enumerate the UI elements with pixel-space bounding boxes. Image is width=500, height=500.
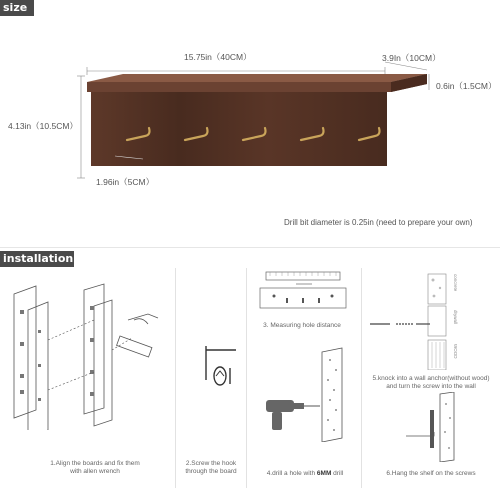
top-thickness-dimension-label: 0.6in（1.5CM） — [436, 81, 497, 91]
installation-section-label: installation — [0, 251, 74, 267]
step6-hang-shelf-illustration — [400, 392, 470, 462]
step2-caption-line1: 2.Screw the hook — [185, 460, 237, 467]
step1-caption-line1: 1.Align the boards and fix them — [50, 460, 140, 467]
hook-spacing-dimension-label: 1.96in（5CM） — [96, 177, 155, 187]
step-divider — [246, 268, 247, 488]
step4-caption-bold: 6MM — [316, 470, 332, 477]
shelf-product-image — [75, 56, 435, 186]
step3-measuring-illustration — [256, 270, 350, 318]
step-divider — [175, 268, 176, 488]
concrete-label: concrete — [453, 274, 458, 292]
step5-caption-line2: and turn the screw into the wall — [386, 383, 476, 391]
section-divider — [0, 247, 500, 248]
width-dimension-label: 15.75in（40CM） — [184, 52, 252, 62]
drill-bit-note: Drill bit diameter is 0.25in (need to prepare your own) — [284, 218, 473, 227]
height-dimension-label: 4.13in（10.5CM） — [8, 121, 78, 131]
step5-wall-anchor-illustration — [366, 270, 466, 370]
step2-screw-hook-illustration — [196, 340, 246, 400]
step4-caption-prefix: 4.drill a hole with — [266, 470, 317, 477]
step2-caption — [176, 460, 246, 477]
step3-caption: 3. Measuring hole distance — [263, 322, 341, 329]
step5-caption — [362, 375, 500, 392]
drywall-label: drywall — [453, 310, 458, 325]
step4-caption-suffix: drill — [331, 470, 344, 477]
step1-caption-line2: with allen wrench — [70, 468, 120, 476]
step2-caption-line2: through the board — [185, 468, 237, 476]
size-section-label: size — [0, 0, 34, 16]
step1-align-boards-illustration — [8, 280, 168, 430]
step4-drill-illustration — [258, 346, 358, 442]
wood-label: WOOD — [453, 344, 458, 359]
depth-dimension-label: 3.9In（10CM） — [382, 53, 441, 63]
step1-caption — [30, 460, 160, 477]
step6-caption: 6.Hang the shelf on the screws — [386, 470, 476, 477]
step5-caption-line1: 5.knock into a wall anchor(without wood) — [372, 375, 490, 382]
step4-caption — [250, 470, 360, 478]
